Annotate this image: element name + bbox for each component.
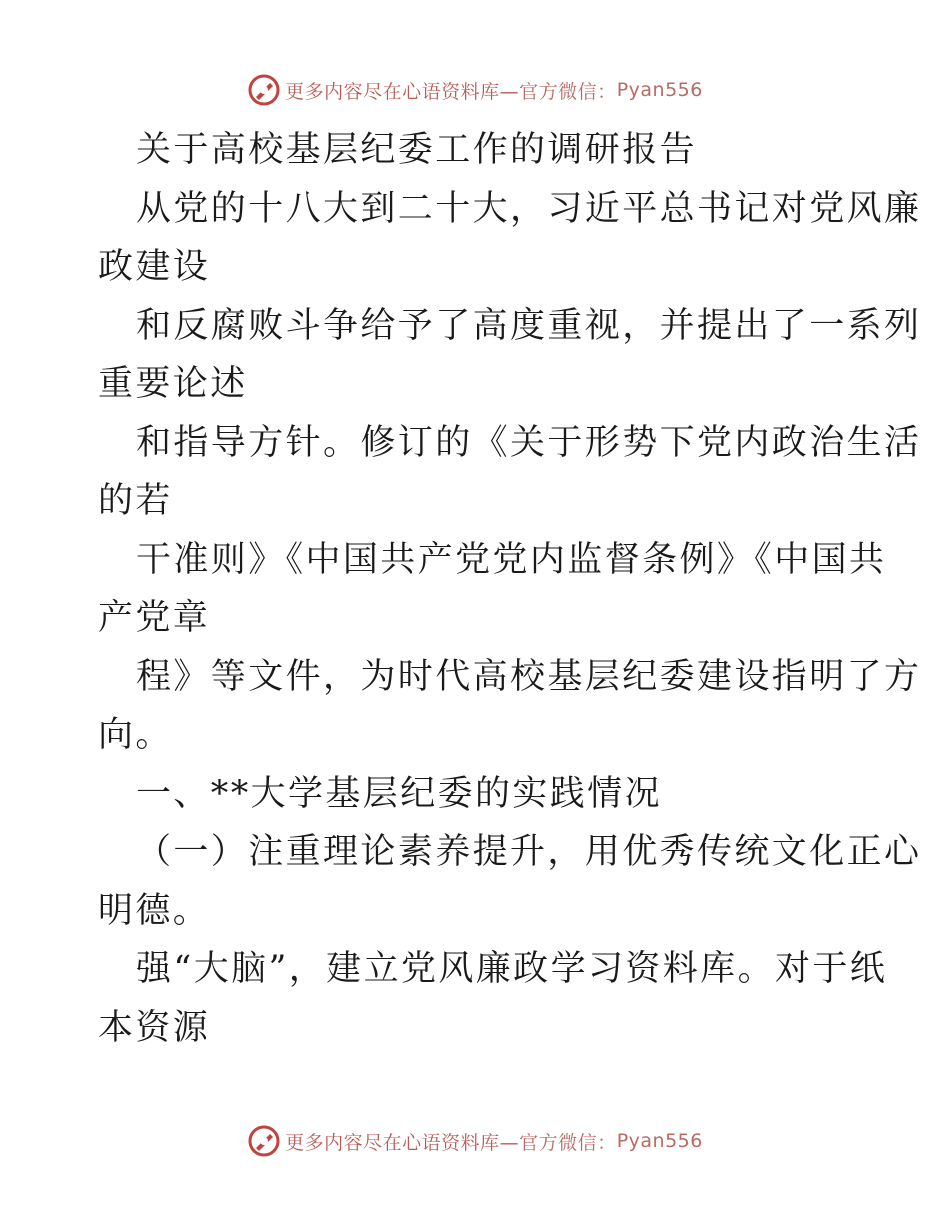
banner-wechat-id: Pyan556 [616, 79, 703, 101]
banner-wechat-label: 官方微信： [519, 1131, 617, 1154]
paragraph-line: 本资源 [98, 1007, 211, 1048]
paragraph-line: 强“大脑”，建立党风廉政学习资料库。对于纸 [136, 949, 888, 989]
paragraph-line: 程》等文件，为时代高校基层纪委建设指明了方 [136, 656, 922, 697]
paragraph-line: 重要论述 [98, 364, 248, 404]
paragraph-line: 政建设 [98, 247, 211, 287]
paragraph-line: 干准则》《中国共产党党内监督条例》《中国共 [136, 539, 887, 580]
paragraph-line: 从党的十八大到二十大，习近平总书记对党风廉 [136, 188, 922, 229]
subsection-heading: （一）注重理论素养提升，用优秀传统文化正心 [136, 832, 922, 872]
paragraph-line: 的若 [98, 481, 173, 521]
header-banner [0, 70, 950, 110]
footer-banner [0, 1121, 950, 1161]
banner-wechat-id: Pyan556 [616, 1130, 703, 1152]
banner-wechat-label: 官方微信： [519, 80, 617, 103]
paragraph-line: 产党章 [98, 598, 211, 638]
document-body [98, 121, 922, 1057]
logo-icon [247, 73, 281, 107]
paragraph-line: 明德。 [98, 890, 211, 931]
document-title: 关于高校基层纪委工作的调研报告 [136, 130, 698, 170]
banner-text: 更多内容尽在心语资料库— [285, 1131, 520, 1154]
logo-icon [247, 1124, 281, 1158]
section-heading: 一、**大学基层纪委的实践情况 [136, 773, 663, 814]
paragraph-line: 和反腐败斗争给予了高度重视，并提出了一系列 [136, 305, 922, 346]
paragraph-line: 和指导方针。修订的《关于形势下党内政治生活 [136, 422, 922, 463]
banner-text: 更多内容尽在心语资料库— [285, 80, 520, 103]
paragraph-line: 向。 [98, 715, 173, 755]
